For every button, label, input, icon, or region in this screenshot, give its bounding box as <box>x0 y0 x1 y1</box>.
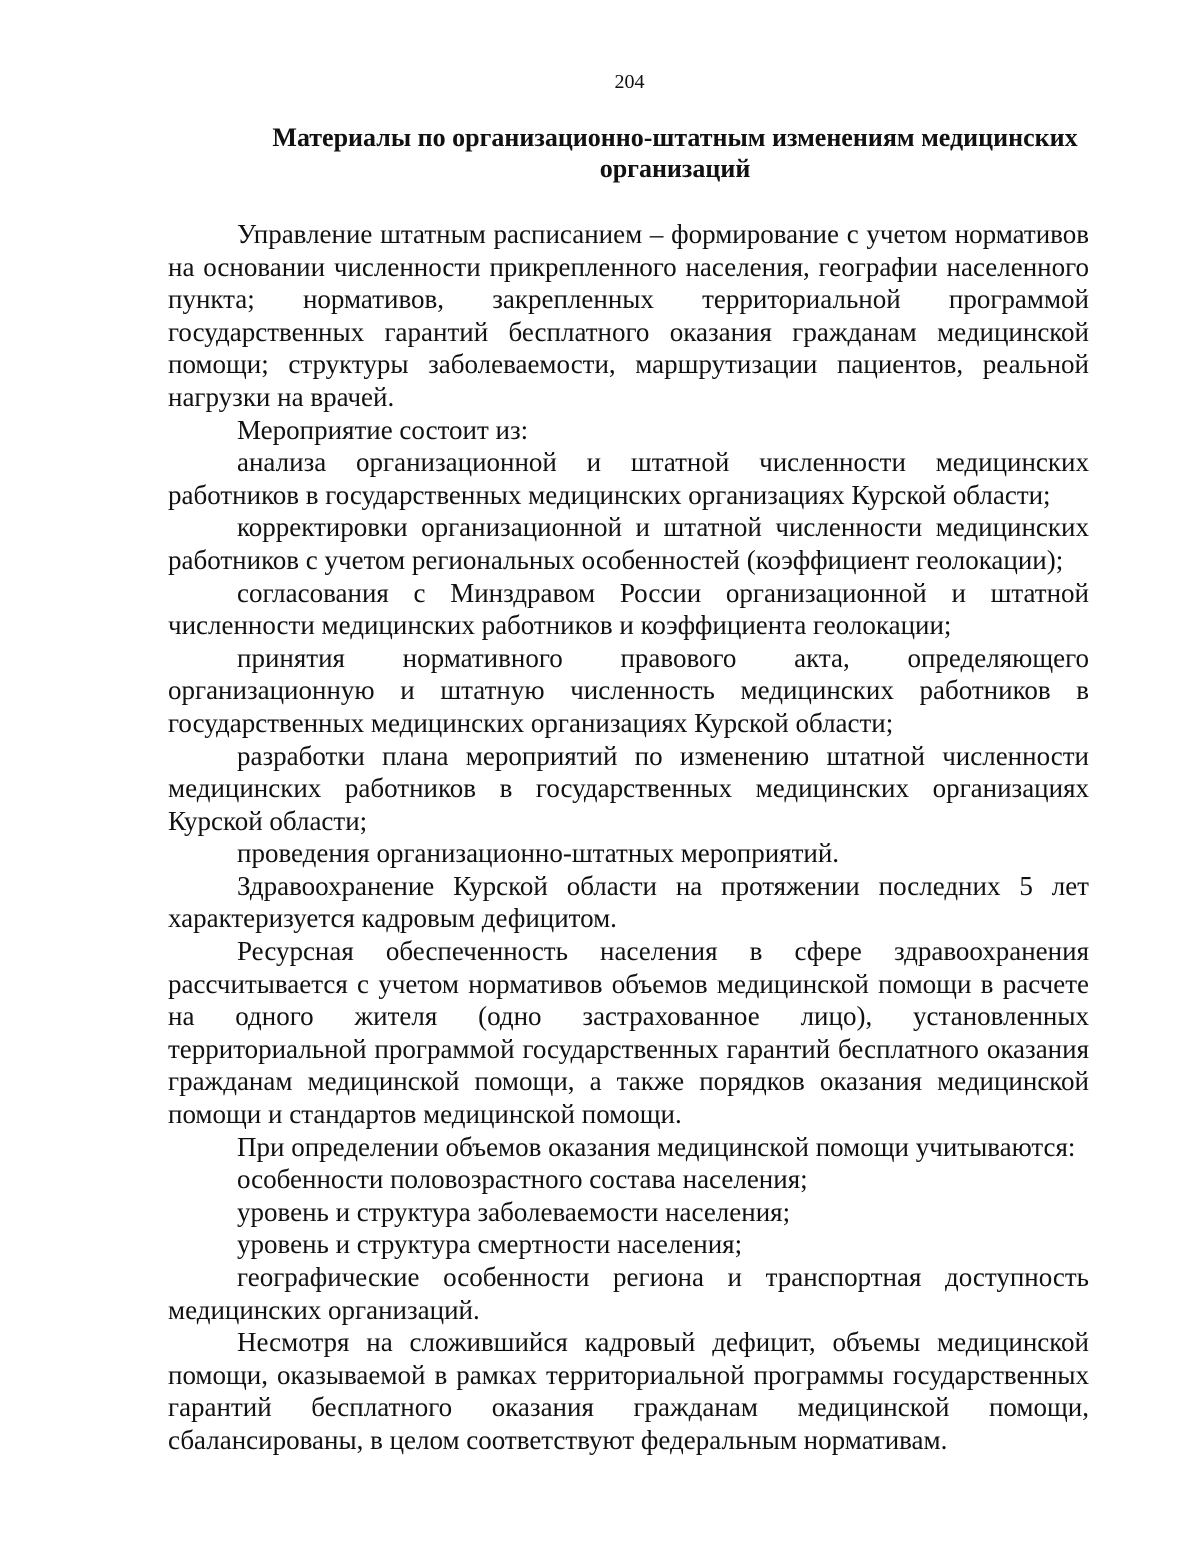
document-body <box>168 218 1089 1457</box>
paragraph-measure-consists-of: Мероприятие состоит из: <box>237 414 529 445</box>
document-title <box>170 122 1180 184</box>
paragraph-volume-criteria: При определении объемов оказания медицинской помощи учитываются: <box>237 1131 1076 1162</box>
paragraph-approval: согласования с Минздравом России организационной и штатной численности медицинских работников и коэффициента геолокации; <box>168 577 1089 641</box>
paragraph-resource-provision: Ресурсная обеспеченность населения в сфере здравоохранения рассчитывается с учетом нормативов объемов медицинской помощи в расчете на одного жителя (одно застрахованное лицо), установленных территориальной программой государственных гарантий бесплатного оказания гражданам медицинской помощи, а также порядков оказания медицинской помощи и стандартов медицинской помощи. <box>168 936 1089 1130</box>
paragraph-staffing-measures: проведения организационно-штатных мероприятий. <box>237 838 840 869</box>
paragraph-conclusion: Несмотря на сложившийся кадровый дефицит, объемы медицинской помощи, оказываемой в рамках территориальной программы государственных гарантий бесплатного оказания гражданам медицинской помощи, сбалансированы, в целом соответствуют федеральным нормативам. <box>168 1327 1089 1455</box>
paragraph-staff-deficit: Здравоохранение Курской области на протяжении последних 5 лет характеризуется кадровым дефицитом. <box>168 870 1089 934</box>
paragraph-geography: географические особенности региона и транспортная доступность медицинских организаций. <box>168 1262 1089 1325</box>
paragraph-adjustment: корректировки организационной и штатной численности медицинских работников с учетом региональных особенностей (коэффициент геолокации); <box>168 512 1089 575</box>
paragraph-mortality: уровень и структура смертности населения; <box>237 1229 743 1260</box>
paragraph-morbidity: уровень и структура заболеваемости населения; <box>237 1196 791 1227</box>
paragraph-analysis: анализа организационной и штатной численности медицинских работников в государственных медицинских организациях Курской области; <box>168 447 1089 510</box>
paragraph-age-sex-structure: особенности половозрастного состава населения; <box>237 1164 808 1195</box>
paragraph-legal-act: принятия нормативного правового акта, определяющего организационную и штатную численность медицинских работников в государственных медицинских организациях Курской области; <box>168 642 1089 738</box>
paragraph-staffing-management: Управление штатным расписанием – формирование с учетом нормативов на основании численности прикрепленного населения, географии населенного пункта; нормативов, закрепленных территориальной программой государственных гарантий бесплатного оказания гражданам медицинской помощи; структуры заболеваемости, маршрутизации пациентов, реальной нагрузки на врачей. <box>168 219 1089 412</box>
paragraph-action-plan: разработки плана мероприятий по изменению штатной численности медицинских работников в государственных медицинских организациях Курской области; <box>168 740 1089 836</box>
title-line-2: организаций <box>599 154 751 183</box>
title-line-1: Материалы по организационно-штатным изменениям медицинских <box>272 123 1078 152</box>
page-number: 204 <box>614 71 645 93</box>
